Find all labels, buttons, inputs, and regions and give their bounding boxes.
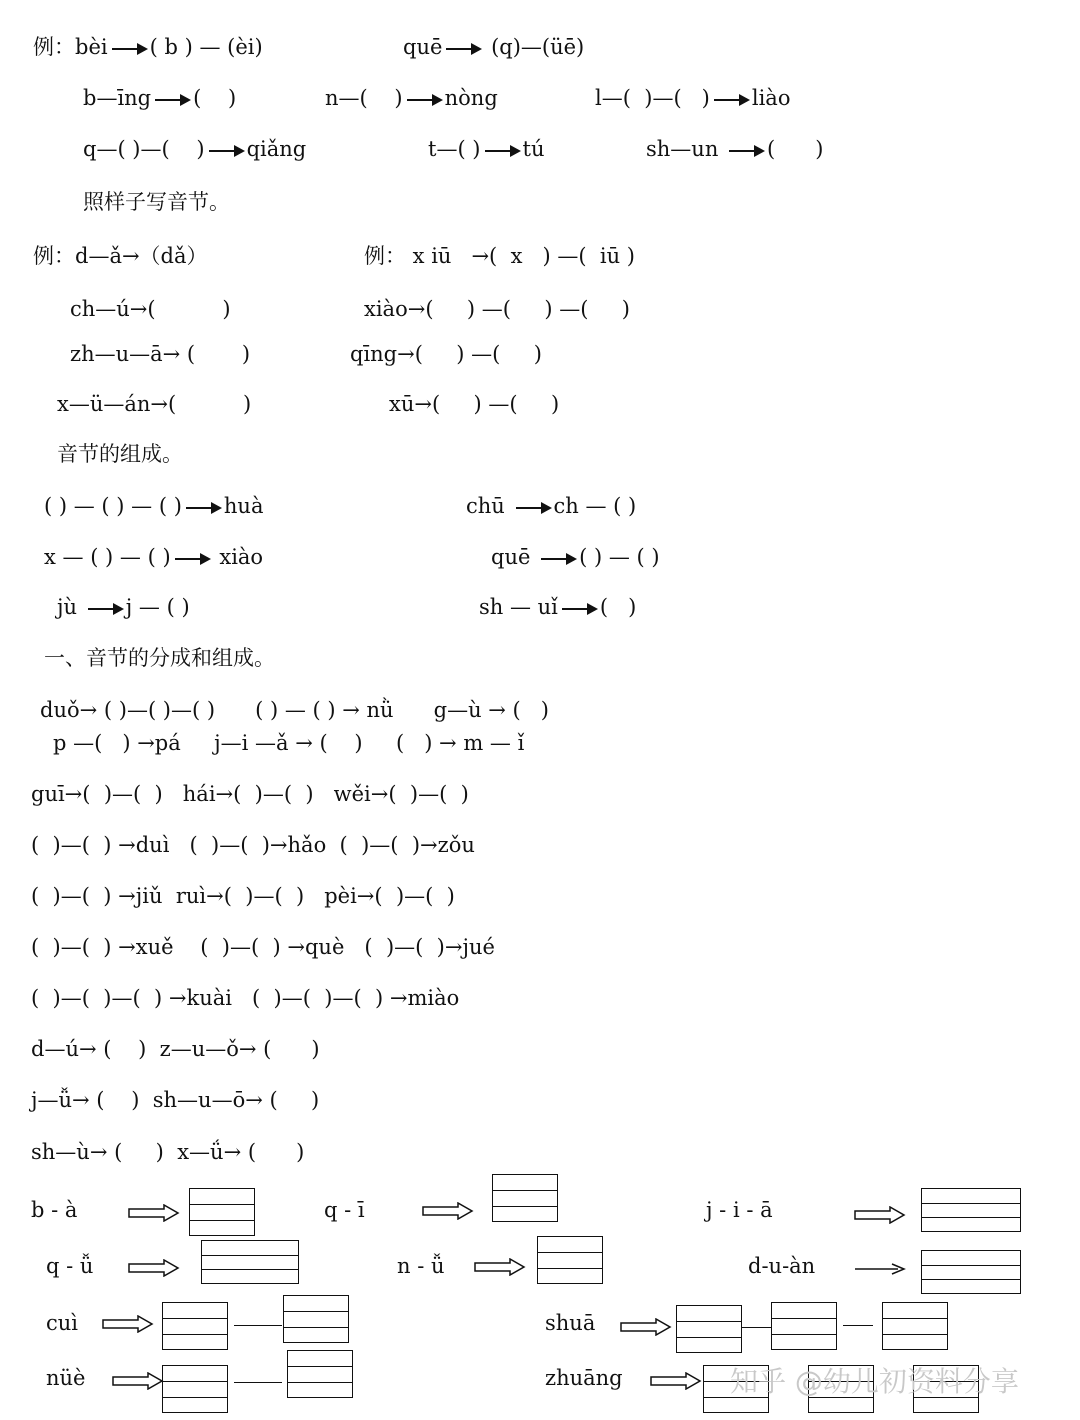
arrow-icon <box>541 558 575 560</box>
exercise-row-3: guī→( )—( ) hái→( )—( ) wěi→( )—( ) <box>31 782 469 806</box>
writing-box[interactable] <box>676 1305 742 1353</box>
box-label-shua: shuā <box>545 1311 596 1335</box>
composition-que: quē ( ) — ( ) <box>491 545 660 569</box>
hollow-arrow-icon <box>128 1204 180 1222</box>
composition-xiao: x — ( ) — ( ) xiào <box>44 545 264 569</box>
watermark: 知乎 @幼儿初资料分享 <box>730 1365 1019 1398</box>
example-line-1: 例：bèi ( b ) — (èi) <box>33 35 263 59</box>
arrow-icon <box>407 99 441 101</box>
exercise-xiao: xiào→( ) —( ) —( ) <box>364 297 630 321</box>
plain-arrow-icon <box>854 1262 906 1278</box>
hollow-arrow-icon <box>474 1258 526 1276</box>
box-label-nu: n - ǚ <box>397 1254 445 1278</box>
exercise-row-7: ( )—( )—( ) →kuài ( )—( )—( ) →miào <box>31 986 460 1010</box>
connector-line <box>742 1327 772 1328</box>
hollow-arrow-icon <box>422 1202 474 1220</box>
writing-box[interactable] <box>492 1174 558 1222</box>
writing-box[interactable] <box>882 1302 948 1350</box>
composition-hua: ( ) — ( ) — ( ) huà <box>44 494 264 518</box>
exercise-row-6: ( )—( ) →xuě ( )—( ) →què ( )—( )→jué <box>31 935 495 959</box>
arrow-icon <box>88 608 122 610</box>
section-title-write-syllables: 照样子写音节。 <box>83 190 230 214</box>
exercise-line-2a: b—īng ( ) <box>83 86 237 110</box>
writing-box[interactable] <box>189 1188 255 1236</box>
writing-box[interactable] <box>287 1350 353 1398</box>
exercise-zhua: zh—u—ā→ ( ) <box>70 342 251 366</box>
example-line-1b: quē (q)—(üē) <box>403 35 585 59</box>
hollow-arrow-icon <box>620 1318 672 1336</box>
writing-box[interactable] <box>162 1302 228 1350</box>
composition-shui: sh — uǐ ( ) <box>479 595 637 619</box>
box-label-cui: cuì <box>46 1311 79 1335</box>
section-title-syllable-composition: 音节的组成。 <box>57 442 183 466</box>
connector-line <box>234 1325 282 1326</box>
box-label-ba: b - à <box>31 1198 78 1222</box>
exercise-row-5: ( )—( ) →jiǔ ruì→( )—( ) pèi→( )—( ) <box>31 884 455 908</box>
writing-box[interactable] <box>921 1250 1021 1294</box>
exercise-chu: ch—ú→( ) <box>70 297 231 321</box>
exercise-line-2c: l—( )—( ) liào <box>595 86 791 110</box>
exercise-row-10: sh—ù→ ( ) x—ǘ→ ( ) <box>31 1140 305 1164</box>
section-title-split-and-compose: 一、音节的分成和组成。 <box>44 646 275 670</box>
hollow-arrow-icon <box>650 1372 702 1390</box>
writing-box[interactable] <box>537 1236 603 1284</box>
writing-box[interactable] <box>771 1302 837 1350</box>
exercise-xuan: x—ü—án→( ) <box>57 392 252 416</box>
exercise-row-1: duǒ→ ( )—( )—( ) ( ) — ( ) → nǜ g—ù → ( ) <box>40 698 549 722</box>
exercise-row-2: p —( ) →pá j—i —ǎ → ( ) ( ) → m — ǐ <box>53 731 525 755</box>
writing-box[interactable] <box>162 1365 228 1413</box>
exercise-qing: qīng→( ) —( ) <box>350 342 542 366</box>
hollow-arrow-icon <box>112 1372 164 1390</box>
arrow-icon <box>446 48 480 50</box>
connector-line <box>234 1382 282 1383</box>
box-label-jia: j - i - ā <box>706 1198 773 1222</box>
arrow-icon <box>175 558 209 560</box>
hollow-arrow-icon <box>128 1259 180 1277</box>
arrow-icon <box>729 150 763 152</box>
exercise-row-9: j—ǚ→ ( ) sh—u—ō→ ( ) <box>31 1088 320 1112</box>
hollow-arrow-icon <box>102 1315 154 1333</box>
composition-ju: jù j — ( ) <box>57 595 190 619</box>
box-label-duan: d-u-àn <box>748 1254 816 1278</box>
arrow-icon <box>714 99 748 101</box>
composition-chu: chū ch — ( ) <box>466 494 637 518</box>
exercise-xu: xū→( ) —( ) <box>389 392 560 416</box>
example-line-da: 例：d—ǎ→（dǎ） <box>33 244 208 268</box>
exercise-line-3a: q—( )—( ) qiǎng <box>83 137 307 161</box>
hollow-arrow-icon <box>854 1206 906 1224</box>
exercise-line-3c: sh—un ( ) <box>646 137 824 161</box>
connector-line <box>843 1325 873 1326</box>
writing-box[interactable] <box>283 1295 349 1343</box>
arrow-icon <box>516 507 550 509</box>
exercise-row-4: ( )—( ) →duì ( )—( )→hǎo ( )—( )→zǒu <box>31 833 475 857</box>
arrow-icon <box>209 150 243 152</box>
box-label-nue: nüè <box>46 1366 86 1390</box>
arrow-icon <box>485 150 519 152</box>
writing-box[interactable] <box>201 1240 299 1284</box>
exercise-line-2b: n—( ) nòng <box>325 86 498 110</box>
arrow-icon <box>112 48 146 50</box>
exercise-row-8: d—ú→ ( ) z—u—ǒ→ ( ) <box>31 1037 320 1061</box>
arrow-icon <box>155 99 189 101</box>
box-label-qu: q - ǚ <box>46 1254 94 1278</box>
arrow-icon <box>186 507 220 509</box>
box-label-zhuang: zhuāng <box>545 1366 623 1390</box>
example-line-xiu: 例： x iū →( x ) —( iū ) <box>364 244 635 268</box>
exercise-line-3b: t—( ) tú <box>428 137 545 161</box>
writing-box[interactable] <box>921 1188 1021 1232</box>
arrow-icon <box>562 608 596 610</box>
box-label-qi: q - ī <box>324 1198 365 1222</box>
